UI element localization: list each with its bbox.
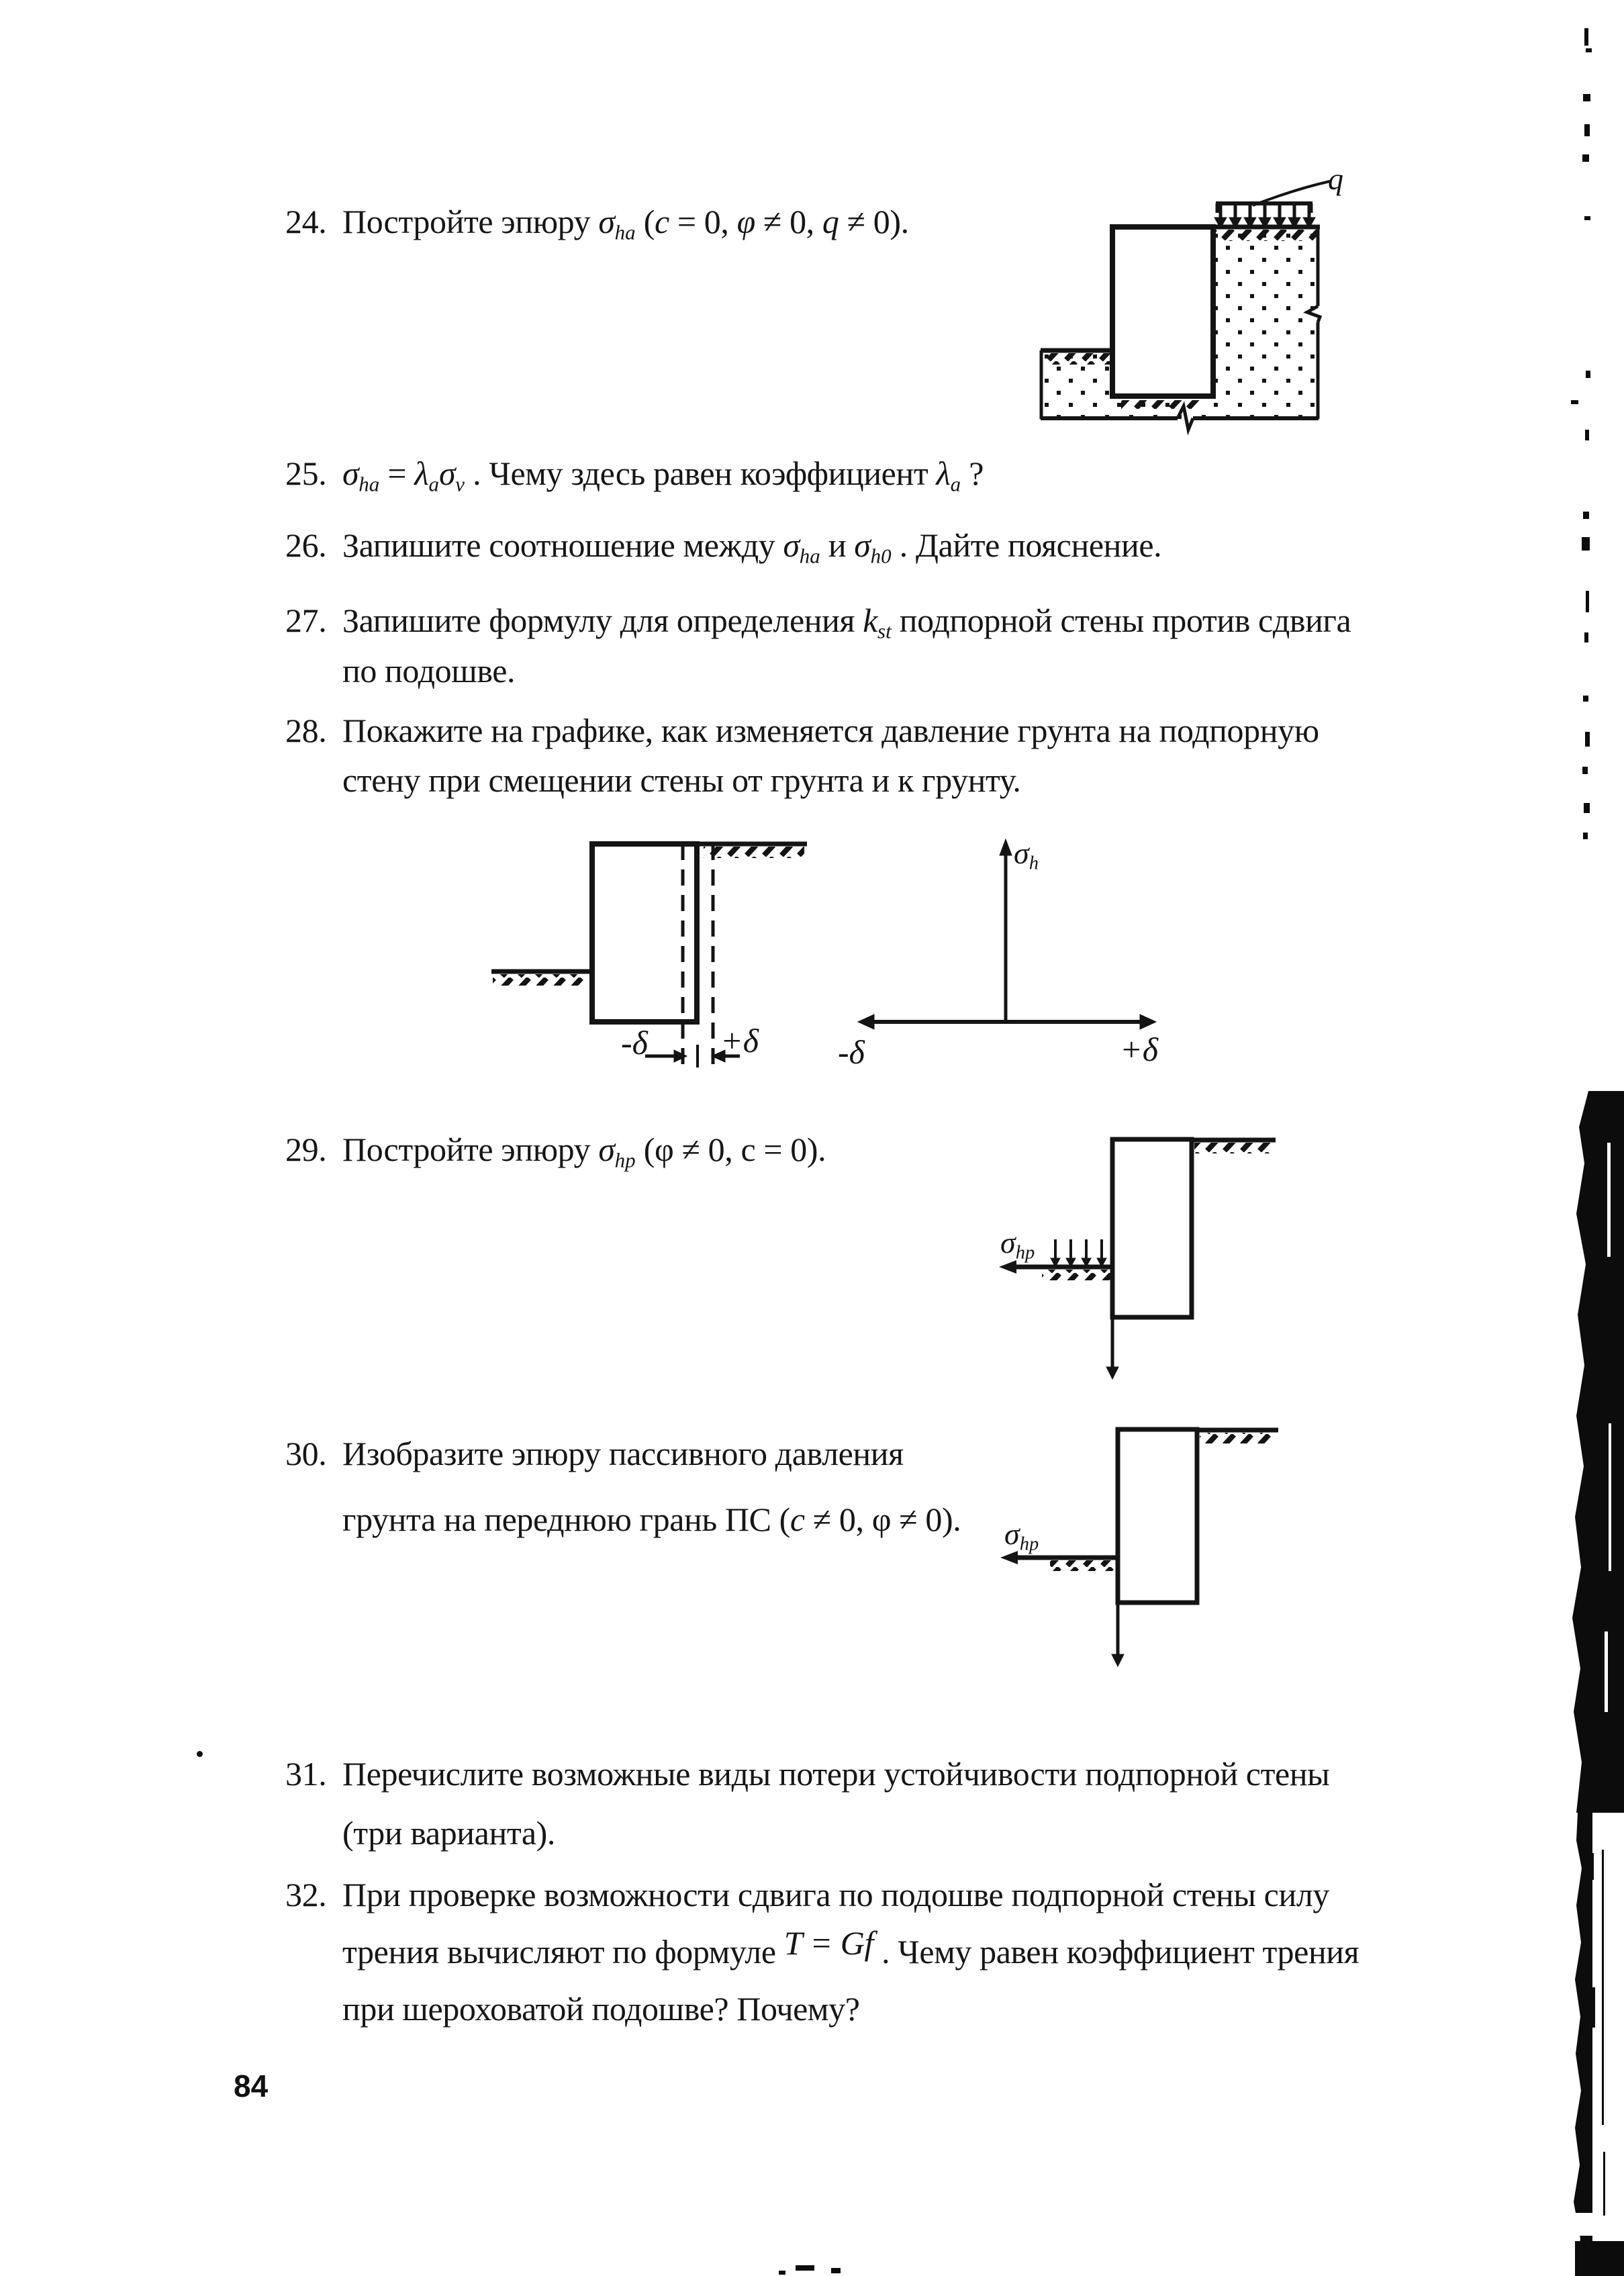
question-number: 27. [285,602,327,639]
question-text: Постройте эпюру $\sigma_{ha}$ (c = 0, φ ≠ 0, q ≠ 0). [342,203,909,244]
wall-base-down-arrow [1106,1317,1118,1379]
question-number: 24. [285,203,327,240]
question-number: 32. [285,1876,327,1913]
question-number: 26. [285,526,327,564]
question-30 [285,1421,961,1552]
question-number: 31. [285,1755,327,1793]
sigma-hp-label: $\sigma_{hp}$ [1000,1225,1035,1264]
question-text: Перечислите возможные виды потери устойчивости подпорной стены [342,1755,1330,1793]
figure-passive-pressure-2 [994,1410,1430,1678]
question-32 [285,1866,1359,2038]
question-26 [285,525,1162,568]
ground-hatch [1042,1270,1112,1280]
question-text: при шероховатой подошве? Почему? [342,1990,860,2028]
question-number: 29. [285,1131,327,1168]
ground-hatch [704,847,804,858]
surcharge-q-label: q [1328,162,1343,196]
question-25 [285,453,984,496]
question-text: Изобразите эпюру пассивного давления [342,1435,904,1472]
wall-minus-delta-label: -δ [621,1024,648,1061]
scan-binding-shadow [1574,1813,1592,2276]
question-text: стену при смещении стены от грунта и к грунту. [342,761,1021,799]
figure-retaining-wall-surcharge [1027,162,1356,443]
ground-hatch [493,974,587,986]
question-text: грунта на переднюю грань ПС (c ≠ 0, φ ≠ 0). [342,1501,961,1538]
sigma-hp-label: $\sigma_{hp}$ [1004,1517,1039,1555]
ground-hatch [1194,1143,1274,1153]
ground-hatch [1050,1560,1117,1571]
retaining-wall [1118,1429,1197,1603]
question-text: трения вычисляют по формуле T = Gf . Чему равен коэффициент трения [342,1924,1359,1971]
sigma-hp-arrowhead [999,1260,1016,1274]
axis-minus-delta-label: -δ [838,1033,865,1071]
wall-displacement-drawing [463,833,1289,1094]
question-text: по подошве. [342,652,516,690]
figure-passive-pressure-1 [994,1128,1430,1393]
question-number: 28. [285,712,327,749]
retaining-wall [1112,1139,1192,1317]
wall-base-down-arrow [1112,1603,1124,1666]
ground-hatch [1043,353,1110,365]
page-number: 84 [234,2069,269,2103]
question-29 [285,1129,826,1170]
question-number: 25. [285,455,327,492]
question-text: Запишите соотношение между $\sigma_{ha}$ и $\sigma_{h0}$ . Дайте пояснение. [342,526,1162,568]
wall-plus-delta-label: +δ [720,1022,759,1059]
scan-binding-shadow [1572,1091,1624,1813]
question-text: Запишите формулу для определения $k_{st}$ подпорной стены против сдвига [342,602,1351,643]
question-27 [285,596,1351,696]
ground-hatch [1216,230,1317,241]
question-31 [285,1744,1329,1862]
question-number: 30. [285,1435,327,1472]
retaining-wall [1112,227,1213,396]
question-28 [285,706,1319,805]
question-text: При проверке возможности сдвига по подошве подпорной стены силу [342,1876,1329,1913]
ground-hatch [1200,1433,1275,1443]
retaining-wall-surcharge-drawing [1027,168,1356,443]
surcharge-arrows [1051,1239,1106,1267]
sigma-hp-arrowhead [1000,1551,1018,1564]
question-text: $\sigma_{ha} = \lambda_a\sigma_v$ . Чему здесь равен коэффициент $\lambda_a$ ? [342,455,984,496]
question-24 [285,201,909,242]
question-text: Постройте эпюру $\sigma_{hp}$ (φ ≠ 0, с = 0). [342,1131,826,1172]
ground-hatch [1121,400,1203,409]
sigma-h-axis-label: $\sigma_h$ [1014,836,1039,874]
question-text: (три варианта). [342,1814,556,1852]
sigma-delta-axes [858,836,1156,1029]
passive-pressure-drawing-2 [994,1410,1430,1678]
axis-plus-delta-label: +δ [1120,1031,1158,1068]
question-text: Покажите на графике, как изменяется давление грунта на подпорную [342,712,1319,749]
figure-wall-displacement-graph [463,833,1289,1094]
passive-pressure-drawing-1 [994,1128,1430,1393]
